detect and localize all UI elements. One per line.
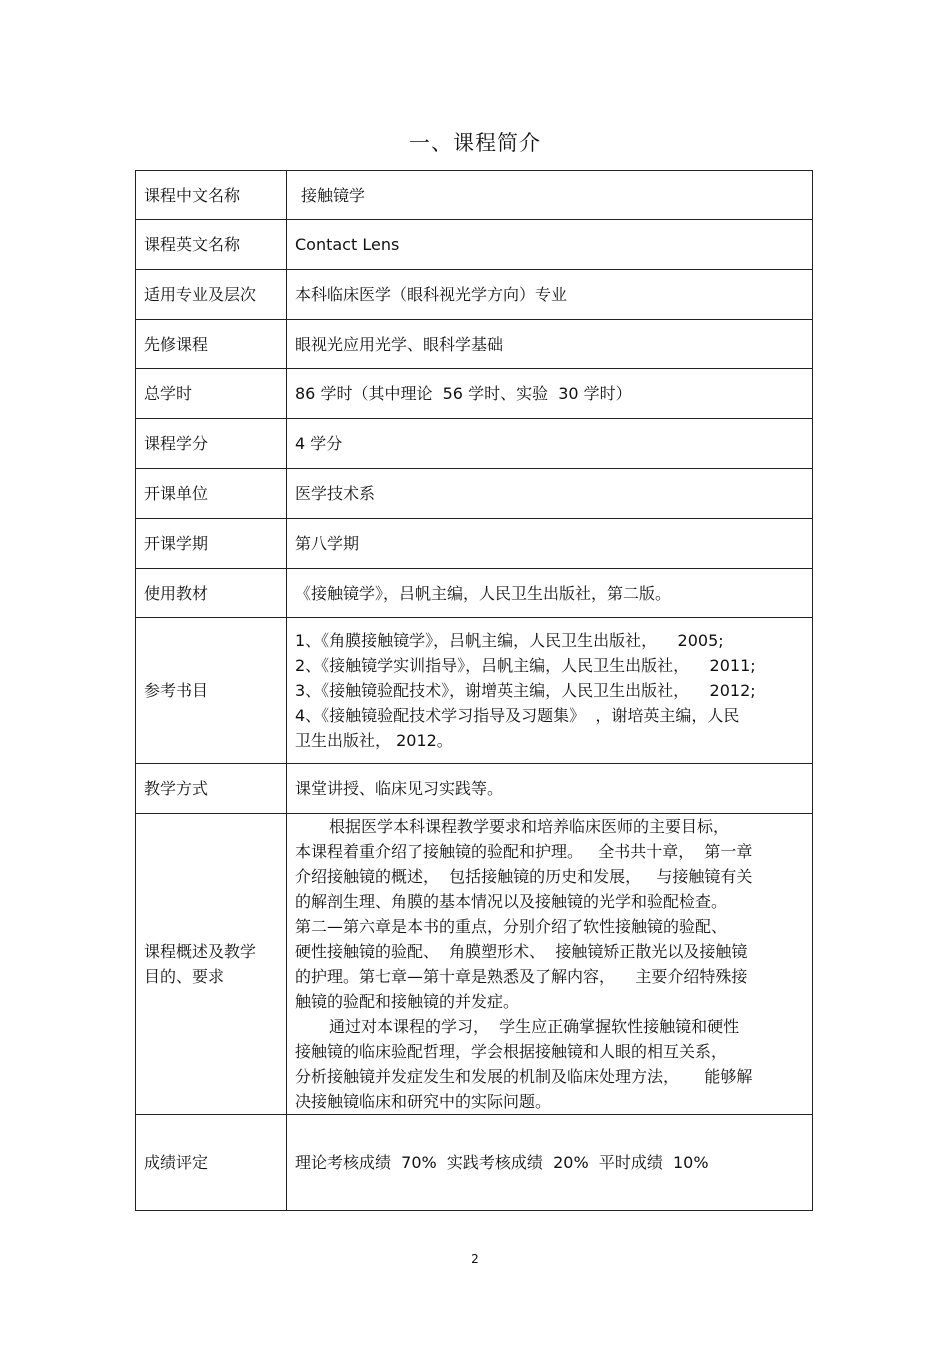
- course-info-table: [135, 170, 813, 1211]
- overview-line: 第二—第六章是本书的重点，分别介绍了软性接触镜的验配、: [295, 917, 728, 936]
- table-row-prerequisites: [136, 320, 813, 369]
- overview-line: 通过对本课程的学习， 学生应正确掌握软性接触镜和硬性: [329, 1017, 740, 1036]
- table-row-overview: [136, 814, 813, 1115]
- table-row-textbook: [136, 569, 813, 618]
- row-label: 教学方式: [136, 764, 287, 814]
- reference-item: 2、《接触镜学实训指导》，吕帆主编，人民卫生出版社， 2011;: [295, 656, 756, 675]
- overview-line: 根据医学本科课程教学要求和培养临床医师的主要目标，: [329, 817, 730, 836]
- row-value: 第八学期: [287, 519, 813, 569]
- chinese-name-value: 接触镜学: [301, 185, 366, 205]
- row-label: 课程英文名称: [136, 220, 287, 270]
- row-value: 理论考核成绩 70% 实践考核成绩 20% 平时成绩 10%: [287, 1115, 813, 1211]
- row-label: 适用专业及层次: [136, 270, 287, 320]
- page-number: 2: [471, 1252, 479, 1266]
- row-value: 本科临床医学（眼科视光学方向）专业: [287, 270, 813, 320]
- row-value: 《接触镜学》，吕帆主编，人民卫生出版社，第二版。: [287, 569, 813, 618]
- table-row-department: [136, 469, 813, 519]
- row-value: 课堂讲授、临床见习实践等。: [287, 764, 813, 814]
- row-label: 开课学期: [136, 519, 287, 569]
- reference-item: 1、《角膜接触镜学》，吕帆主编，人民卫生出版社， 2005;: [295, 631, 724, 650]
- table-row-semester: [136, 519, 813, 569]
- row-label: 成绩评定: [136, 1115, 287, 1211]
- table-row-references: [136, 618, 813, 764]
- table-row-total-hours: [136, 369, 813, 419]
- reference-item: 4、《接触镜验配技术学习指导及习题集》 ，谢培英主编，人民: [295, 706, 740, 725]
- overview-label-line: 目的、要求: [144, 967, 225, 986]
- row-value: 4 学分: [287, 419, 813, 469]
- overview-line: 硬性接触镜的验配、 角膜塑形术、 接触镜矫正散光以及接触镜: [295, 942, 748, 961]
- row-label: [136, 814, 287, 1115]
- overview-text: [287, 814, 813, 1115]
- table-row-major: [136, 270, 813, 320]
- reference-item: 3、《接触镜验配技术》，谢增英主编，人民卫生出版社， 2012;: [295, 681, 756, 700]
- row-value: 医学技术系: [287, 469, 813, 519]
- table-row-english-name: [136, 220, 813, 270]
- row-label: 开课单位: [136, 469, 287, 519]
- row-value: [287, 171, 813, 220]
- overview-line: 分析接触镜并发症发生和发展的机制及临床处理方法， 能够解: [295, 1067, 753, 1086]
- row-label: 参考书目: [136, 618, 287, 764]
- table-row-chinese-name: [136, 171, 813, 220]
- overview-label-line: 课程概述及教学: [144, 942, 257, 961]
- overview-line: 接触镜的临床验配哲理，学会根据接触镜和人眼的相互关系，: [295, 1042, 728, 1061]
- row-label: 课程中文名称: [136, 171, 287, 220]
- overview-line: 决接触镜临床和研究中的实际问题。: [295, 1092, 552, 1111]
- table-row-credits: [136, 419, 813, 469]
- row-value: [287, 618, 813, 764]
- overview-line: 的解剖生理、角膜的基本情况以及接触镜的光学和验配检查。: [295, 892, 728, 911]
- row-value: 86 学时（其中理论 56 学时、实验 30 学时）: [287, 369, 813, 419]
- row-label: 先修课程: [136, 320, 287, 369]
- overview-line: 的护理。第七章—第十章是熟悉及了解内容， 主要介绍特殊接: [295, 967, 748, 986]
- row-label: 使用教材: [136, 569, 287, 618]
- reference-item: 卫生出版社， 2012。: [295, 731, 453, 750]
- row-label: 课程学分: [136, 419, 287, 469]
- row-label: 总学时: [136, 369, 287, 419]
- table-row-grading: [136, 1115, 813, 1211]
- overview-line: 触镜的验配和接触镜的并发症。: [295, 992, 520, 1011]
- page-title: 一、课程简介: [409, 131, 541, 155]
- overview-line: 介绍接触镜的概述， 包括接触镜的历史和发展， 与接触镜有关: [295, 867, 753, 886]
- table-row-teaching-method: [136, 764, 813, 814]
- row-value: Contact Lens: [287, 220, 813, 270]
- row-value: 眼视光应用光学、眼科学基础: [287, 320, 813, 369]
- overview-line: 本课程着重介绍了接触镜的验配和护理。 全书共十章， 第一章: [295, 842, 753, 861]
